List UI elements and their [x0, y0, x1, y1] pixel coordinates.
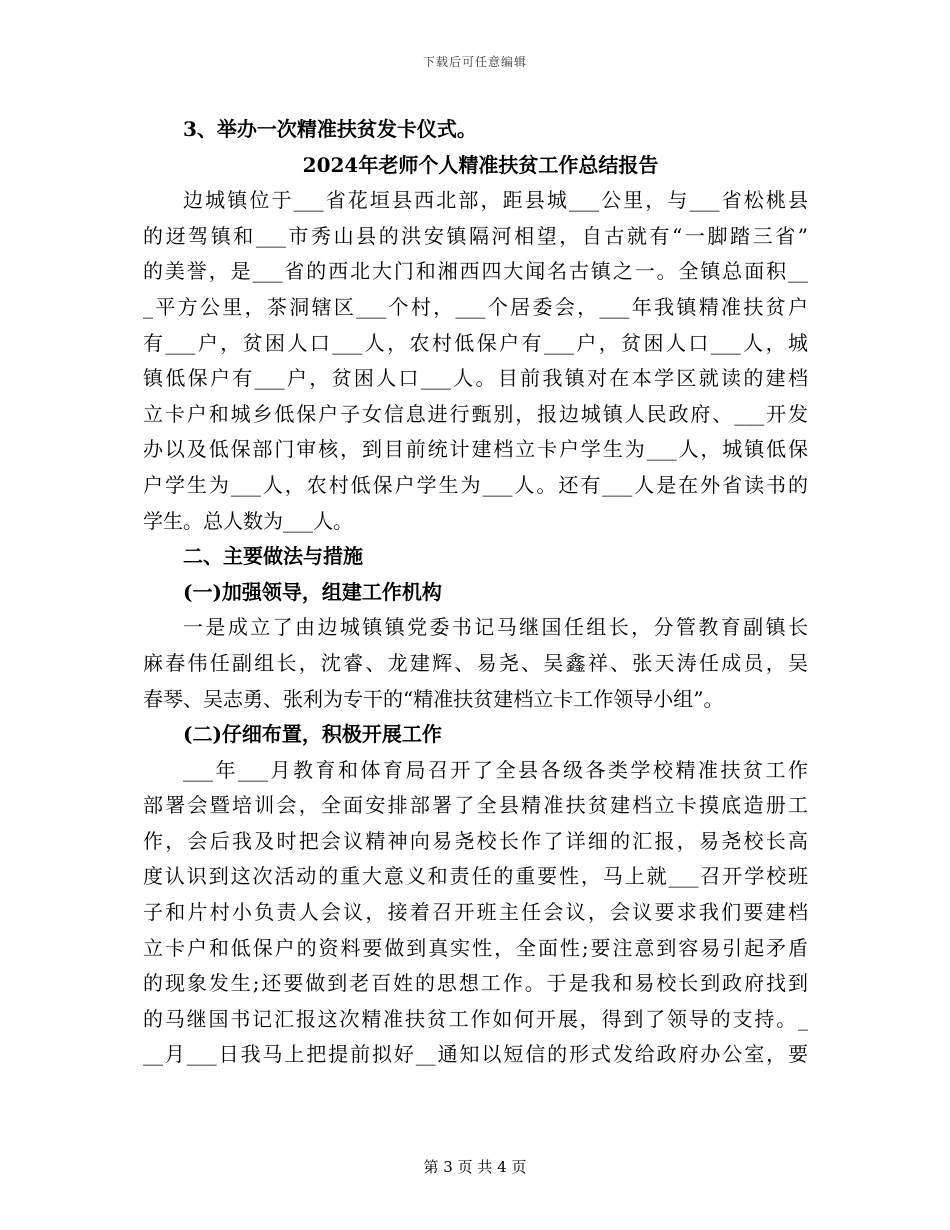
text-line: 作，会后我及时把会议精神向易尧校长作了详细的汇报，易尧校长高	[143, 828, 808, 853]
text-line: 部署会暨培训会，全面安排部署了全县精准扶贫建档立卡摸底造册工	[143, 793, 808, 818]
text-line: 办以及低保部门审核，到目前统计建档立卡户学生为___人，城镇低保	[143, 437, 808, 462]
text-line: 学生。总人数为___人。	[143, 508, 353, 533]
text-line: 镇低保户有___户，贫困人口___人。目前我镇对在本学区就读的建档	[143, 366, 808, 391]
text-line: __月___日我马上把提前拟好__通知以短信的形式发给政府办公室，要	[143, 1042, 808, 1067]
page-footer: 第 3 页 共 4 页	[423, 1158, 527, 1176]
page-header: 下载后可任意编辑	[422, 55, 527, 69]
paragraph-leadership	[143, 610, 808, 717]
text-line: 的现象发生;还要做到老百姓的思想工作。于是我和易校长到政府找到	[143, 971, 808, 996]
document-body	[143, 112, 808, 1073]
text-line: 一是成立了由边城镇镇党委书记马继国任组长，分管教育副镇长	[183, 615, 808, 640]
subsection-heading-1: (一)加强领导，组建工作机构	[183, 579, 442, 604]
text-line: ___年___月教育和体育局召开了全县各级各类学校精准扶贫工作	[183, 757, 808, 782]
section-heading: 二、主要做法与措施	[183, 544, 363, 569]
text-line: 的美誉，是___省的西北大门和湘西四大闻名古镇之一。全镇总面积__	[143, 259, 808, 284]
text-line: 子和片村小负责人会议，接着召开班主任会议，会议要求我们要建档	[143, 900, 808, 925]
text-line: 立卡户和城乡低保户子女信息进行甄别，报边城镇人民政府、___开发	[143, 401, 808, 426]
text-line: 立卡户和低保户的资料要做到真实性，全面性;要注意到容易引起矛盾	[143, 935, 808, 960]
text-line: 春琴、吴志勇、张利为专干的“精准扶贫建档立卡工作领导小组”。	[143, 686, 724, 711]
text-line: 的马继国书记汇报这次精准扶贫工作如何开展，得到了领导的支持。_	[143, 1006, 808, 1031]
paragraph-deployment	[143, 753, 808, 1073]
text-line: 的迓驾镇和___市秀山县的洪安镇隔河相望，自古就有“一脚踏三省”	[143, 223, 808, 248]
subsection-heading-2: (二)仔细布置，积极开展工作	[183, 722, 442, 747]
text-line: 户学生为___人，农村低保户学生为___人。还有___人是在外省读书的	[143, 472, 808, 497]
heading-item-3: 3、举办一次精准扶贫发卡仪式。	[183, 117, 477, 141]
text-line: 有___户，贫困人口___人，农村低保户有___户，贫困人口___人，城	[143, 330, 808, 355]
document-title: 2024年老师个人精准扶贫工作总结报告	[302, 152, 659, 177]
text-line: 边城镇位于___省花垣县西北部，距县城___公里，与___省松桃县	[183, 188, 808, 213]
text-line: 度认识到这次活动的重大意义和责任的重要性，马上就___召开学校班	[143, 864, 808, 889]
text-line: _平方公里，茶洞辖区___个村，___个居委会，___年我镇精准扶贫户	[143, 294, 808, 319]
text-line: 麻春伟任副组长，沈睿、龙建辉、易尧、吴鑫祥、张天涛任成员，吴	[143, 650, 808, 675]
paragraph-overview	[143, 183, 808, 539]
